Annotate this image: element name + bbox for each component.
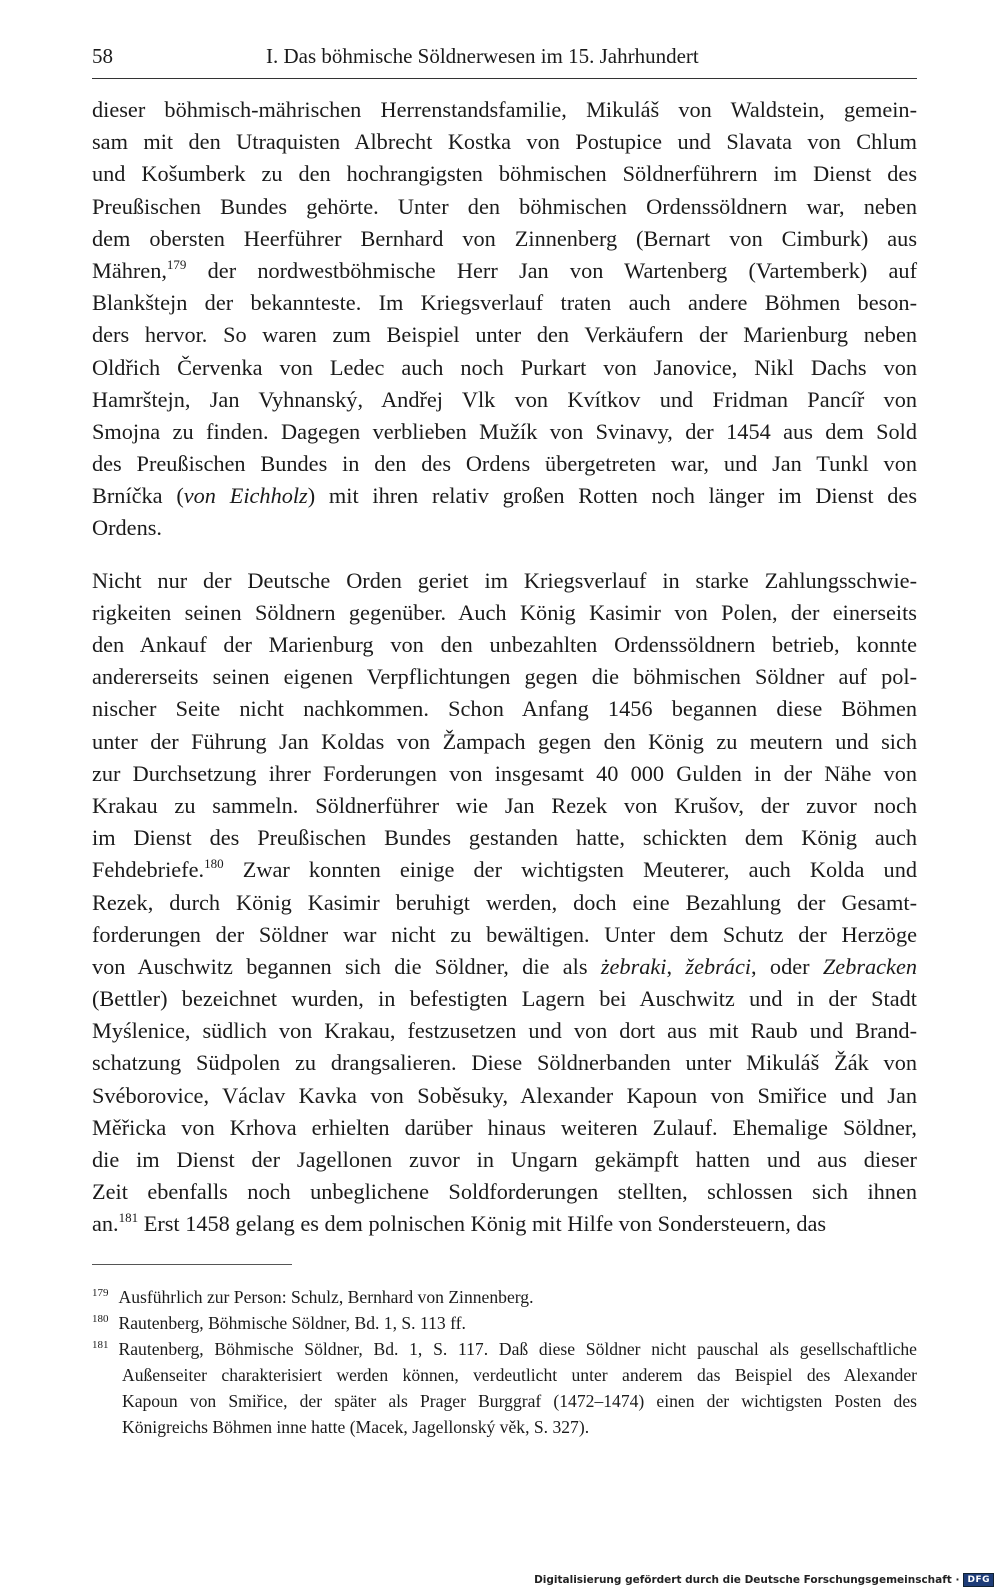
text-run: Fehdebriefe.	[92, 857, 205, 883]
text-line: Zeit ebenfalls noch unbeglichene Soldforderungen stellten, schlossen sich ihnen	[92, 1179, 917, 1205]
text-run: Erst 1458 gelang es dem polnischen König mit Hilfe von Sondersteuern, das	[138, 1211, 827, 1237]
text-run: ,	[666, 953, 686, 979]
text-line: im Dienst des Preußischen Bundes gestanden hatte, schickten dem König auch	[92, 825, 917, 851]
text-line: Svéborovice, Václav Kavka von Soběsuky, Alexander Kapoun von Smiřice und Jan	[92, 1082, 917, 1108]
footnote-number: 181	[92, 1339, 109, 1351]
italic-term: Zebracken	[822, 953, 917, 979]
text-line: des Preußischen Bundes in den des Ordens übergetreten war, und Jan Tunkl von	[92, 451, 917, 477]
footnote-text: Rautenberg, Böhmische Söldner, Bd. 1, S. 113 ff.	[118, 1313, 466, 1333]
text-line: andererseits seinen eigenen Verpflichtungen gegen die böhmischen Söldner auf pol-	[92, 664, 917, 690]
text-line: forderungen der Söldner war nicht zu bewältigen. Unter dem Schutz der Herzöge	[92, 921, 917, 947]
text-line: (Bettler) bezeichnet wurden, in befestigten Lagern bei Auschwitz und in der Stadt	[92, 986, 917, 1012]
text-run: Mähren,	[92, 257, 167, 283]
text-line: dem obersten Heerführer Bernhard von Zinnenberg (Bernart von Cimburk) aus	[92, 225, 917, 251]
footnote-line	[92, 1310, 917, 1336]
footnote-line	[92, 1336, 917, 1362]
footnote-line	[92, 1388, 917, 1414]
page-header	[92, 44, 917, 74]
text-line: ders hervor. So waren zum Beispiel unter den Verkäufern der Marienburg neben	[92, 322, 917, 348]
dfg-logo: DFG	[963, 1573, 994, 1587]
text-run: der nordwestböhmische Herr Jan von Wartenberg (Vartemberk) auf	[186, 257, 917, 283]
text-line: Rezek, durch König Kasimir beruhigt werden, doch eine Bezahlung der Gesamt-	[92, 889, 917, 915]
text-line: Preußischen Bundes gehörte. Unter den böhmischen Ordenssöldnern war, neben	[92, 193, 917, 219]
footnote-text: Kapoun von Smiřice, der später als Prager Burggraf (1472–1474) einen der wichtigsten Posten des	[122, 1391, 917, 1411]
footnote-text: Rautenberg, Böhmische Söldner, Bd. 1, S. 117. Daß diese Söldner nicht pauschal als gesellschaftliche	[118, 1339, 917, 1359]
paragraph-2	[92, 565, 917, 1241]
text-line: rigkeiten seinen Söldnern gegenüber. Auch König Kasimir von Polen, der einerseits	[92, 599, 917, 625]
footnote-line	[92, 1414, 917, 1440]
footnotes	[92, 1284, 917, 1440]
footnote-ref: 179	[166, 256, 187, 272]
footnote-text: Außenseiter charakterisiert werden können, verdeutlicht unter anderem das Beispiel des Alexander	[122, 1365, 917, 1385]
text-line	[92, 951, 917, 983]
text-line	[92, 1208, 917, 1240]
text-line	[92, 854, 917, 886]
footnote-text: Königreichs Böhmen inne hatte (Macek, Jagellonský věk, S. 327).	[122, 1417, 590, 1437]
text-line: schatzung Südpolen zu drangsalieren. Diese Söldnerbanden unter Mikuláš Žák von	[92, 1050, 917, 1076]
text-line	[92, 255, 917, 287]
text-line: und Košumberk zu den hochrangigsten böhmischen Söldnerführern im Dienst des	[92, 161, 917, 187]
text-line: Blankštejn der bekannteste. Im Kriegsverlauf traten auch andere Böhmen beson-	[92, 290, 917, 316]
text-run: von Auschwitz begannen sich die Söldner, die als	[92, 953, 601, 979]
text-line: Ordens.	[92, 515, 162, 541]
text-line: unter der Führung Jan Koldas von Žampach gegen den König zu meutern und sich	[92, 728, 917, 754]
italic-term: von Eichholz	[183, 483, 308, 509]
text-line: Měřicka von Krhova erhielten darüber hinaus weiteren Zulauf. Ehemalige Söldner,	[92, 1114, 917, 1140]
header-rule	[92, 78, 917, 79]
text-line: Oldřich Červenka von Ledec auch noch Purkart von Janovice, Nikl Dachs von	[92, 354, 917, 380]
paragraph-1	[92, 94, 917, 545]
footnote-line	[92, 1362, 917, 1388]
footnote-line	[92, 1284, 917, 1310]
page-number: 58	[92, 44, 113, 68]
text-line: zur Durchsetzung ihrer Forderungen von insgesamt 40 000 Gulden in der Nähe von	[92, 760, 917, 786]
text-line: nischer Seite nicht nachkommen. Schon Anfang 1456 begannen diese Böhmen	[92, 696, 917, 722]
text-line: Myślenice, südlich von Krakau, festzusetzen und von dort aus mit Raub und Brand-	[92, 1018, 917, 1044]
text-line: Hamrštejn, Jan Vyhnanský, Andřej Vlk von Kvítkov und Fridman Pancíř von	[92, 386, 917, 412]
text-line: Krakau zu sammeln. Söldnerführer wie Jan Rezek von Krušov, der zuvor noch	[92, 792, 917, 818]
text-line: die im Dienst der Jagellonen zuvor in Ungarn gekämpft hatten und aus dieser	[92, 1147, 917, 1172]
paragraph-gap	[92, 545, 917, 565]
italic-term: žebráci	[685, 953, 752, 979]
credit-text: Digitalisierung gefördert durch die Deutsche Forschungsgemeinschaft ·	[534, 1574, 960, 1586]
text-run: Zwar konnten einige der wichtigsten Meuterer, auch Kolda und	[223, 857, 917, 883]
text-line: sam mit den Utraquisten Albrecht Kostka von Postupice und Slavata von Chlum	[92, 129, 917, 155]
italic-term: żebraki	[600, 953, 667, 979]
text-line: Smojna zu finden. Dagegen verblieben Mužík von Svinavy, der 1454 aus dem Sold	[92, 418, 917, 444]
digitization-credit	[534, 1573, 994, 1587]
footnote-rule	[92, 1264, 292, 1265]
text-line: den Ankauf der Marienburg von den unbezahlten Ordenssöldnern betrieb, konnte	[92, 632, 917, 657]
text-run: Brníčka (	[92, 483, 184, 509]
footnote-ref: 180	[204, 856, 224, 872]
text-line	[92, 480, 917, 512]
footnote-text: Ausführlich zur Person: Schulz, Bernhard von Zinnenberg.	[118, 1287, 534, 1307]
footnote-number: 180	[92, 1313, 109, 1325]
text-run: an.	[92, 1211, 119, 1237]
footnote-ref: 181	[118, 1210, 139, 1226]
text-run: ) mit ihren relativ großen Rotten noch länger im Dienst des	[307, 483, 917, 509]
text-line: dieser böhmisch-mährischen Herrenstandsfamilie, Mikuláš von Waldstein, gemein-	[92, 97, 917, 122]
text-run: , oder	[751, 953, 823, 979]
text-line: Nicht nur der Deutsche Orden geriet im Kriegsverlauf in starke Zahlungsschwie-	[92, 567, 917, 593]
running-head: I. Das böhmische Söldnerwesen im 15. Jahrhundert	[266, 44, 699, 68]
body-text	[92, 94, 917, 1241]
footnote-number: 179	[92, 1287, 109, 1299]
